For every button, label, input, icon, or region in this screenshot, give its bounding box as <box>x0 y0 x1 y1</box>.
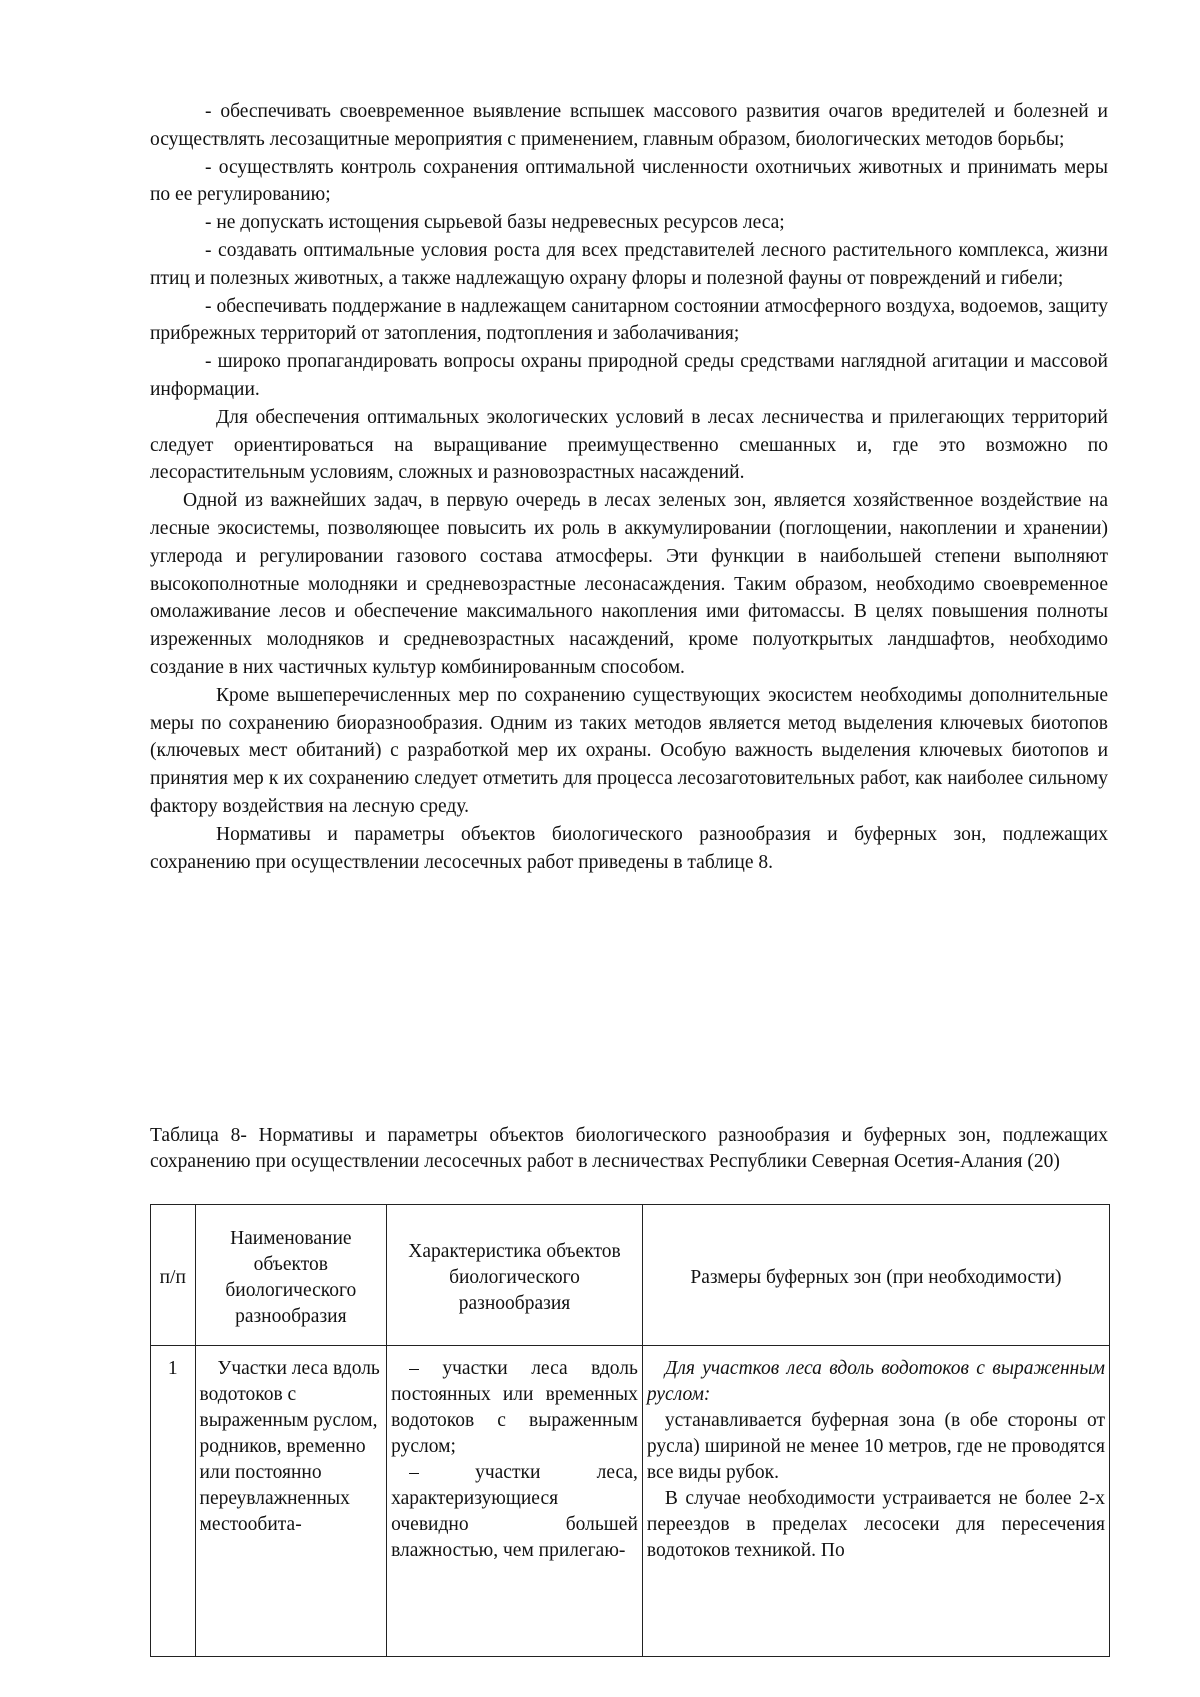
paragraph: - не допускать истощения сырьевой базы недревесных ресурсов леса; <box>205 212 785 234</box>
row-num: 1 <box>151 1346 196 1657</box>
paragraph: Для обеспечения оптимальных экологических условий в лесах лесничества и прилегающих территорий следует ориентироваться на выращивание преимущественно смешанных и, где это возможно по лесорастительным условиям, сложных и разновозрастных насаждений. <box>150 406 1108 484</box>
header-buffer-size: Размеры буферных зон (при необходимости) <box>642 1205 1109 1346</box>
paragraph: - широко пропагандировать вопросы охраны природной среды средствами наглядной агитации и массовой информации. <box>150 351 1108 400</box>
buffer-size-heading: Для участков леса вдоль водотоков с выраженным руслом: <box>646 1358 1105 1405</box>
paragraph: - создавать оптимальные условия роста для всех представителей лесного растительного комплекса, жизни птиц и полезных животных, а также надлежащую охрану флоры и полезной фауны от повреждений и гибели; <box>150 239 1108 289</box>
header-characteristic: Характеристика объектов биологического разнообразия <box>387 1205 643 1346</box>
paragraph: - обеспечивать своевременное выявление вспышек массового развития очагов вредителей и болезней и осуществлять лесозащитные мероприятия с применением, главным образом, биологических методов борьбы; <box>150 101 1108 150</box>
table-caption: Таблица 8- Нормативы и параметры объектов биологического разнообразия и буферных зон, подлежащих сохранению при осуществлении лесосечных работ в лесничествах Республики Северная Осетия-Алания (20) <box>150 1125 1108 1172</box>
paragraph: - осуществлять контроль сохранения оптимальной численности охотничьих животных и принимать меры по ее регулированию; <box>150 156 1108 206</box>
characteristic-item: – участки леса вдоль постоянных или временных водотоков с выраженным руслом; <box>391 1358 638 1457</box>
row-name: Участки леса вдоль водотоков с выраженным руслом, родников, временно или постоянно переувлажненных местообита- <box>195 1346 387 1657</box>
table-row <box>151 1346 1110 1657</box>
paragraph: Кроме вышеперечисленных мер по сохранению существующих экосистем необходимы дополнительные меры по сохранению биоразнообразия. Одним из таких методов является метод выделения ключевых биотопов (ключевых мест обитаний) с разработкой мер их охраны. Особую важность выделения ключевых биотопов и принятия мер к их сохранению следует отметить для процесса лесозаготовительных работ, как наиболее сильному фактору воздействия на лесную среду. <box>150 684 1108 817</box>
buffer-size-item: устанавливается буферная зона (в обе стороны от русла) шириной не менее 10 метров, где не проводятся все виды рубок. <box>646 1410 1105 1483</box>
body-text <box>150 98 1108 876</box>
row-characteristic <box>387 1346 643 1657</box>
characteristic-item: – участки леса, характеризующиеся очевидно большей влажностью, чем прилегаю- <box>391 1462 638 1561</box>
paragraph: - обеспечивать поддержание в надлежащем санитарном состоянии атмосферного воздуха, водоемов, защиту прибрежных территорий от затопления, подтопления и заболачивания; <box>150 295 1108 345</box>
header-name: Наименование объектов биологического разнообразия <box>195 1205 387 1346</box>
buffer-size-item: В случае необходимости устраивается не более 2-х переездов в пределах лесосеки для пересечения водотоков техникой. По <box>646 1488 1105 1561</box>
table-header-row <box>151 1205 1110 1346</box>
row-buffer-size <box>642 1346 1109 1657</box>
paragraph: Нормативы и параметры объектов биологического разнообразия и буферных зон, подлежащих сохранению при осуществлении лесосечных работ приведены в таблице 8. <box>150 823 1108 873</box>
paragraph: Одной из важнейших задач, в первую очередь в лесах зеленых зон, является хозяйственное воздействие на лесные экосистемы, позволяющее повысить их роль в аккумулировании (поглощении, накоплении и хранении) углерода и регулировании газового состава атмосферы. Эти функции в наибольшей степени выполняют высокополнотные молодняки и средневозрастные лесонасаждения. Таким образом, необходимо своевременное омолаживание лесов и обеспечение максимального накопления ими фитомассы. В целях повышения полноты изреженных молодняков и средневозрастных насаждений, кроме полуоткрытых ландшафтов, необходимо создание в них частичных культур комбинированным способом. <box>150 490 1108 678</box>
header-num: п/п <box>151 1205 196 1346</box>
biodiversity-table <box>150 1204 1110 1657</box>
